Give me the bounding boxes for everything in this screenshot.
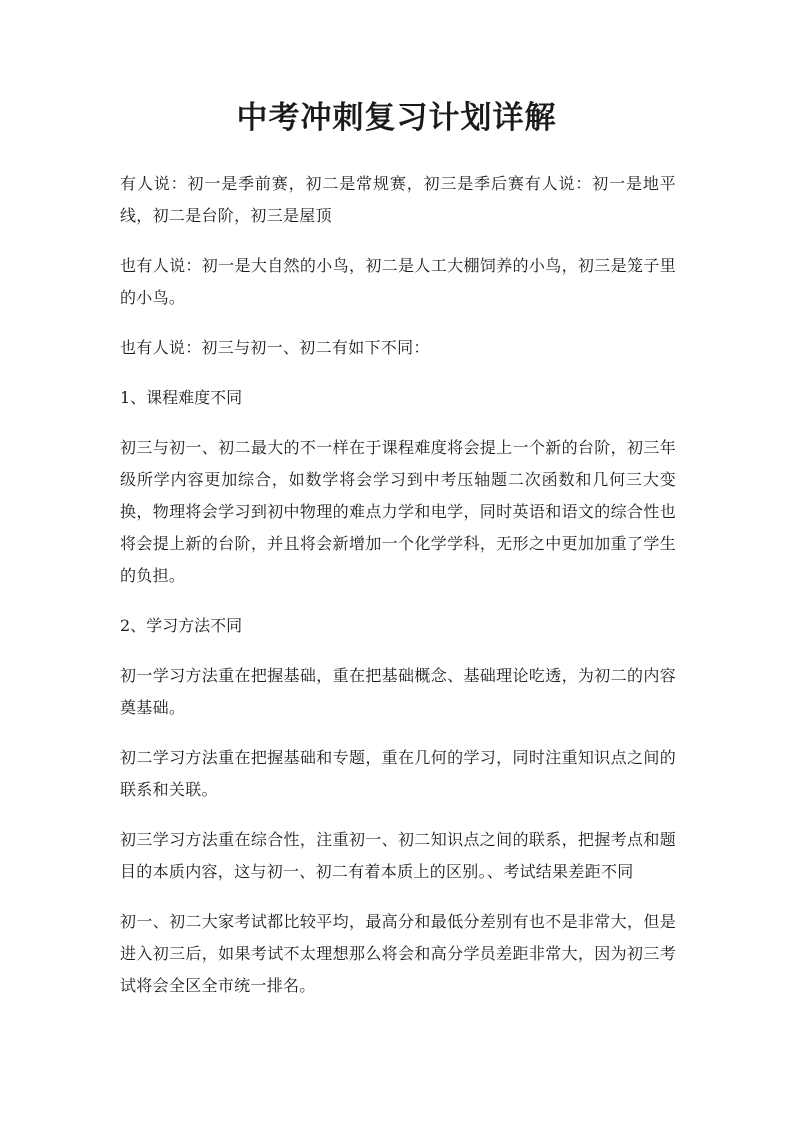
section-heading: 1、课程难度不同 — [120, 388, 243, 407]
paragraph: 也有人说：初一是大自然的小鸟，初二是人工大棚饲养的小鸟，初三是笼子里的小鸟。 — [120, 256, 676, 307]
document-body — [120, 168, 676, 1020]
section-heading: 2、学习方法不同 — [120, 616, 243, 635]
paragraph: 初三与初一、初二最大的不一样在于课程难度将会提上一个新的台阶，初三年级所学内容更加综合，如数学将会学习到中考压轴题二次函数和几何三大变换，物理将会学习到初中物理的难点力学和电学，同时英语和语文的综合性也将会提上新的台阶，并且将会新增加一个化学学科，无形之中更加加重了学生的负担。 — [120, 438, 676, 585]
paragraph: 初一学习方法重在把握基础，重在把基础概念、基础理论吃透，为初二的内容奠基础。 — [120, 666, 676, 717]
paragraph: 有人说：初一是季前赛，初二是常规赛，初三是季后赛有人说：初一是地平线，初二是台阶，初三是屋顶 — [120, 174, 676, 225]
paragraph: 初二学习方法重在把握基础和专题，重在几何的学习，同时注重知识点之间的联系和关联。 — [120, 748, 676, 799]
document-title: 中考冲刺复习计划详解 — [236, 100, 557, 136]
paragraph: 初三学习方法重在综合性，注重初一、初二知识点之间的联系，把握考点和题目的本质内容，这与初一、初二有着本质上的区别。、考试结果差距不同 — [120, 830, 676, 881]
paragraph: 也有人说：初三与初一、初二有如下不同： — [120, 338, 430, 357]
paragraph: 初一、初二大家考试都比较平均，最高分和最低分差别有也不是非常大，但是进入初三后，如果考试不太理想那么将会和高分学员差距非常大，因为初三考试将会全区全市统一排名。 — [120, 912, 676, 995]
